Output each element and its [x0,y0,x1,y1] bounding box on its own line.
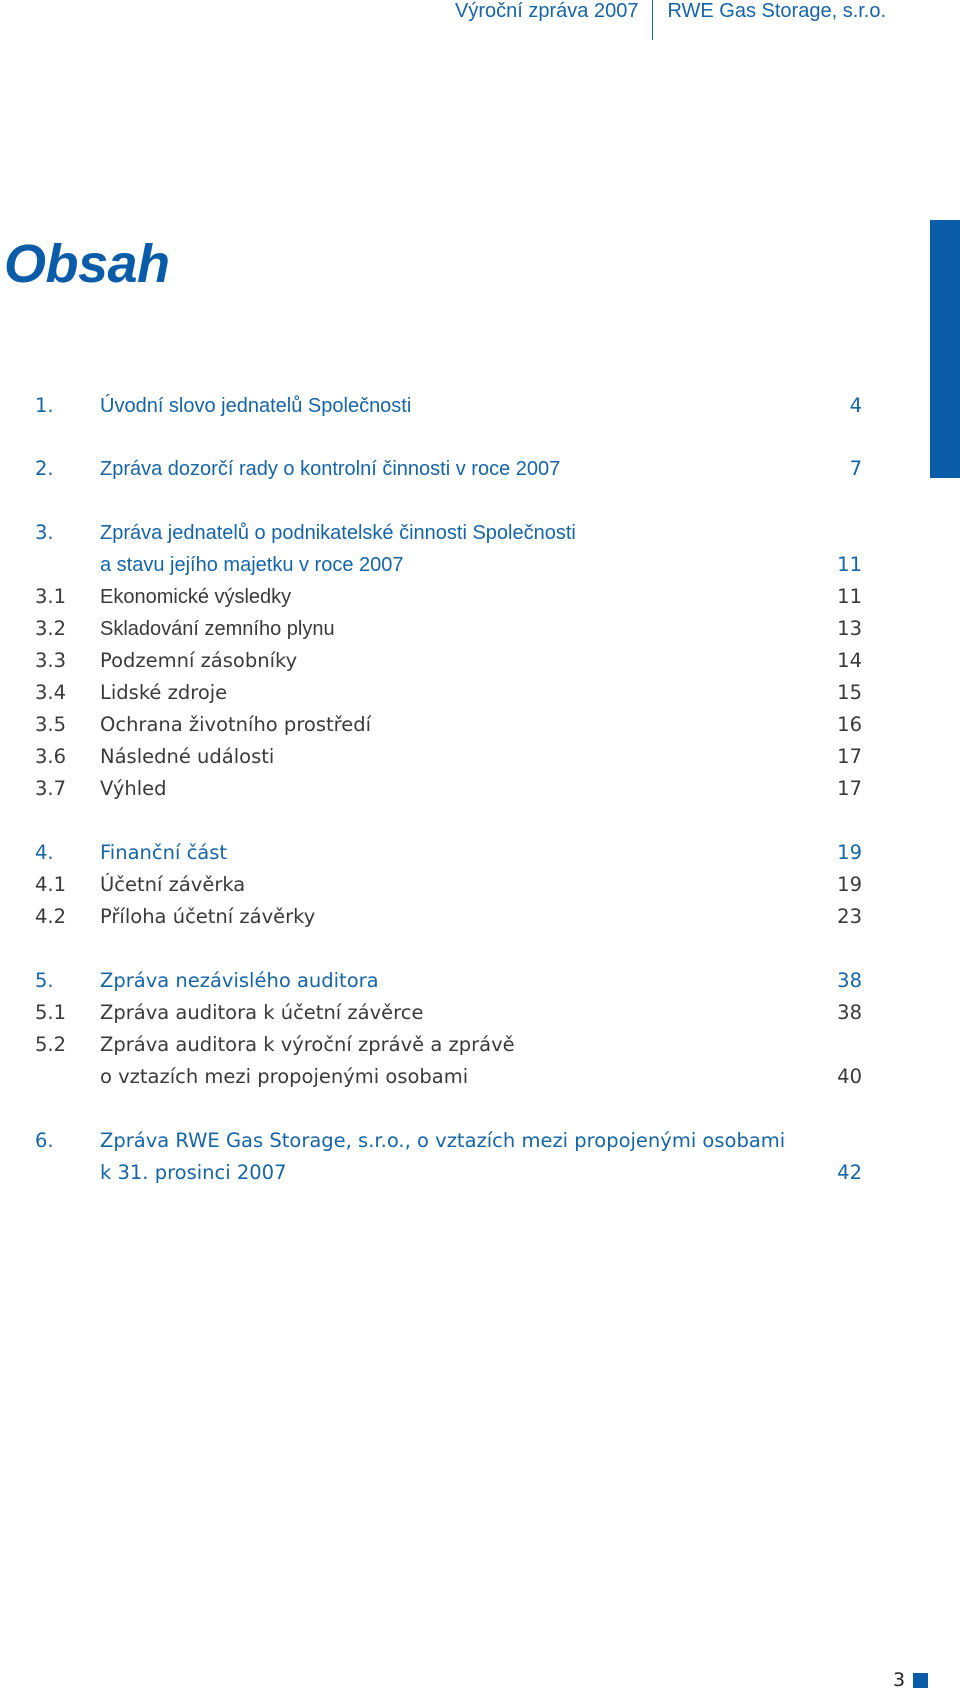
toc-entry-3[interactable] [0,517,960,549]
square-marker-icon [913,1673,928,1688]
toc-label: Příloha účetní závěrky [100,905,316,928]
toc-entry-4-1[interactable] [0,869,960,901]
toc-number: 2. [35,457,54,480]
toc-page: 14 [837,649,862,672]
toc-label: Úvodní slovo jednatelů Společnosti [100,395,412,417]
toc-label: k 31. prosinci 2007 [100,1161,287,1184]
toc-entry-3-3[interactable] [0,645,960,677]
toc-entry-5-1[interactable] [0,997,960,1029]
toc-label: Výhled [100,777,167,800]
toc-page: 17 [837,777,862,800]
header-divider [652,0,653,40]
toc-entry-6[interactable] [0,1125,960,1157]
toc-number: 3.4 [35,681,67,704]
toc-page: 23 [837,905,862,928]
page-title: Obsah [4,234,170,294]
toc-label: Finanční část [100,841,228,864]
toc-label: Zpráva nezávislého auditora [100,969,379,992]
page-number: 3 [893,1669,906,1691]
toc-number: 1. [35,394,54,417]
toc-label: Skladování zemního plynu [100,618,335,640]
toc-entry-5-2[interactable] [0,1029,960,1061]
report-title: Výroční zpráva 2007 [455,0,639,22]
toc-number: 5.1 [35,1001,67,1024]
toc-page: 42 [837,1161,862,1184]
toc-page: 19 [837,873,862,896]
running-header [455,0,886,40]
toc-entry-3-4[interactable] [0,677,960,709]
toc-label: Zpráva auditora k účetní závěrce [100,1001,424,1024]
toc-number: 3.7 [35,777,67,800]
toc-entry-3-1[interactable] [0,581,960,613]
toc-label: Následné události [100,745,275,768]
toc-page: 17 [837,745,862,768]
toc-number: 6. [35,1129,54,1152]
toc-entry-3-7[interactable] [0,773,960,805]
toc-entry-5[interactable] [0,965,960,997]
toc-page: 16 [837,713,862,736]
toc-label: Zpráva RWE Gas Storage, s.r.o., o vztazích mezi propojenými osobami [100,1129,786,1152]
toc-number: 4.2 [35,905,67,928]
toc-page: 19 [837,841,862,864]
toc-label: Ochrana životního prostředí [100,713,372,736]
toc-label: Zpráva dozorčí rady o kontrolní činnosti v roce 2007 [100,458,561,480]
toc-page: 11 [837,585,862,608]
side-tab-marker [930,220,960,478]
toc-entry-3-6[interactable] [0,741,960,773]
toc-label: o vztazích mezi propojenými osobami [100,1065,469,1088]
toc-page: 7 [849,457,862,480]
toc-number: 3.1 [35,585,67,608]
toc-label: Účetní závěrka [100,873,246,896]
toc-entry-1[interactable] [0,390,960,422]
toc-number: 3.6 [35,745,67,768]
toc-page: 38 [837,1001,862,1024]
toc-entry-5-2-continued[interactable] [0,1061,960,1093]
toc-entry-2[interactable] [0,453,960,485]
page-footer [893,1668,928,1692]
toc-page: 38 [837,969,862,992]
toc-number: 5.2 [35,1033,67,1056]
toc-number: 4.1 [35,873,67,896]
toc-number: 3.2 [35,617,67,640]
toc-label: Ekonomické výsledky [100,586,292,608]
toc-page: 40 [837,1065,862,1088]
toc-entry-4[interactable] [0,837,960,869]
toc-label: Podzemní zásobníky [100,649,298,672]
toc-entry-6-continued[interactable] [0,1157,960,1189]
toc-label: Lidské zdroje [100,681,228,704]
toc-page: 4 [849,394,862,417]
toc-number: 3.5 [35,713,67,736]
toc-entry-3-2[interactable] [0,613,960,645]
toc-page: 11 [837,553,862,576]
toc-entry-3-5[interactable] [0,709,960,741]
toc-page: 15 [837,681,862,704]
toc-number: 3.3 [35,649,67,672]
toc-entry-4-2[interactable] [0,901,960,933]
toc-number: 3. [35,521,54,544]
toc-number: 5. [35,969,54,992]
company-name: RWE Gas Storage, s.r.o. [667,0,887,22]
toc-label: Zpráva jednatelů o podnikatelské činnosti Společnosti [100,522,576,544]
toc-label: Zpráva auditora k výroční zprávě a zprávě [100,1033,515,1056]
toc-number: 4. [35,841,54,864]
toc-label: a stavu jejího majetku v roce 2007 [100,554,404,576]
toc-page: 13 [837,617,862,640]
toc-entry-3-continued[interactable] [0,549,960,581]
